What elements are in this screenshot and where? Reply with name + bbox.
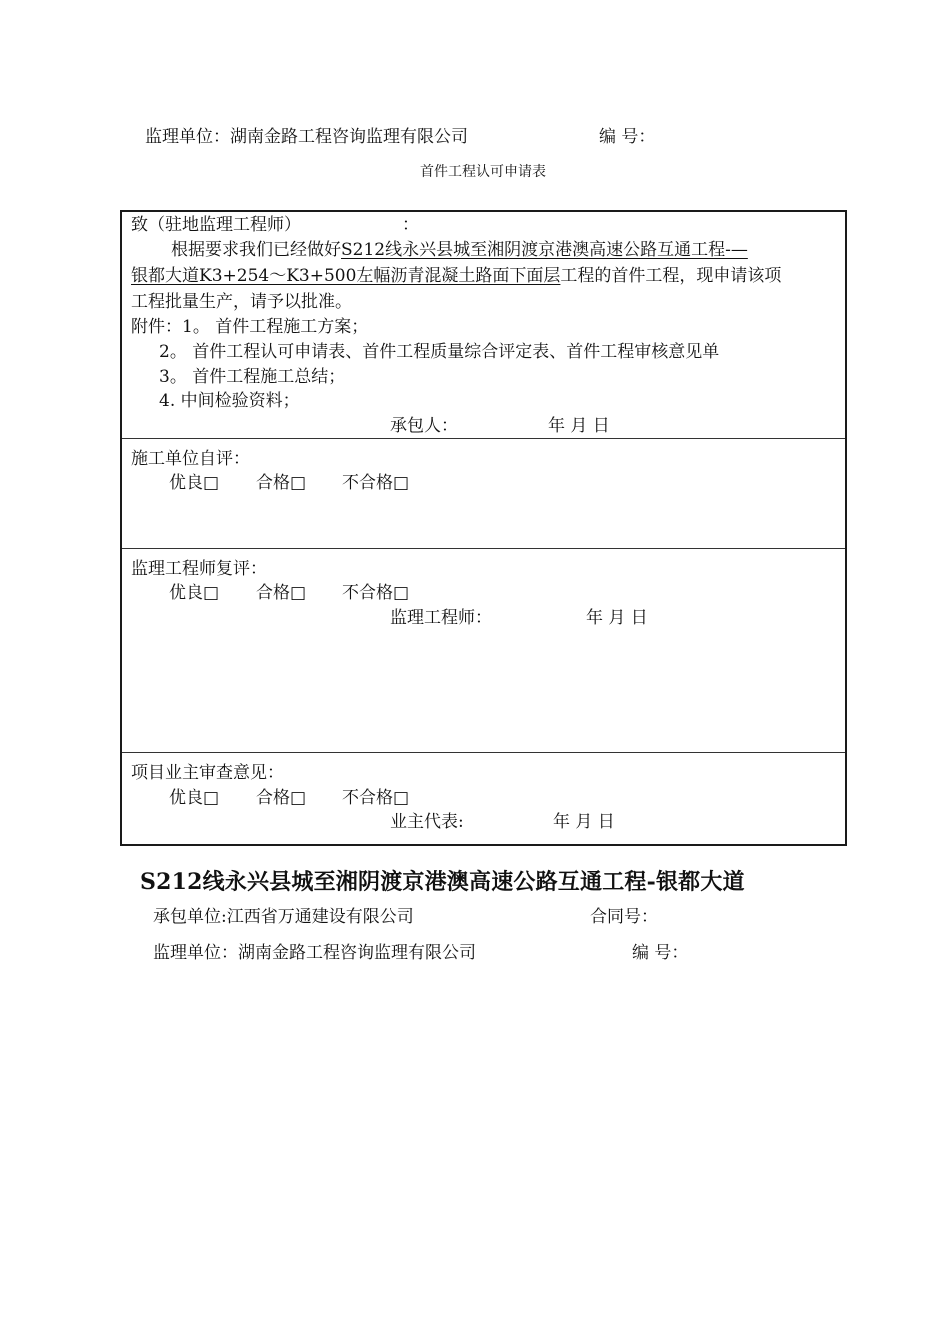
- contractor-unit-label: 承包单位:江西省万通建设有限公司: [153, 907, 414, 927]
- project-name-part2: 银都大道K3+254～K3+500左幅沥青混凝土路面下面层: [131, 266, 561, 286]
- supervisor-excellent-checkbox[interactable]: 优良□: [169, 583, 220, 603]
- owner-review-section: [122, 753, 845, 844]
- contractor-date: 年 月 日: [548, 416, 610, 436]
- self-assessment-title: 施工单位自评：: [131, 449, 250, 469]
- supervisor-unit-header: 监理单位：湖南金路工程咨询监理有限公司: [145, 127, 468, 147]
- addressee-line: 致（驻地监理工程师）: [131, 215, 301, 235]
- supervisor-unit-footer: 监理单位：湖南金路工程咨询监理有限公司: [153, 943, 476, 963]
- self-unqualified-checkbox[interactable]: 不合格□: [342, 473, 410, 493]
- contract-number-label: 合同号：: [590, 907, 658, 927]
- request-section: [122, 212, 845, 439]
- request-body-line2: [131, 264, 781, 288]
- attachment-item-3: 3。 首件工程施工总结；: [159, 367, 346, 387]
- request-body-line3: 工程批量生产，请予以批准。: [131, 292, 352, 312]
- supervisor-qualified-checkbox[interactable]: 合格□: [256, 583, 307, 603]
- application-form-table: [120, 210, 847, 846]
- serial-number-label: 编 号：: [599, 127, 656, 147]
- project-title: S212线永兴县城至湘阴渡京港澳高速公路互通工程-银都大道: [140, 869, 745, 895]
- attachment-item-4: 4. 中间检验资料；: [159, 391, 300, 411]
- serial-number-footer: 编 号：: [632, 943, 689, 963]
- addressee-colon: ：: [402, 215, 419, 235]
- supervisor-engineer-label: 监理工程师：: [390, 608, 492, 628]
- self-qualified-checkbox[interactable]: 合格□: [256, 473, 307, 493]
- owner-date: 年 月 日: [553, 812, 615, 832]
- supervisor-review-section: [122, 549, 845, 753]
- form-title: 首件工程认可申请表: [420, 164, 546, 180]
- owner-excellent-checkbox[interactable]: 优良□: [169, 788, 220, 808]
- attachment-item-2: 2。 首件工程认可申请表、首件工程质量综合评定表、首件工程审核意见单: [159, 342, 720, 362]
- self-assessment-section: [122, 439, 845, 549]
- owner-unqualified-checkbox[interactable]: 不合格□: [342, 788, 410, 808]
- owner-representative-label: 业主代表:: [390, 812, 464, 832]
- project-name-part1: S212线永兴县城至湘阴渡京港澳高速公路互通工程-—: [341, 240, 748, 260]
- contractor-signature-label: 承包人：: [390, 416, 458, 436]
- self-excellent-checkbox[interactable]: 优良□: [169, 473, 220, 493]
- supervisor-unqualified-checkbox[interactable]: 不合格□: [342, 583, 410, 603]
- attachment-item-1: 附件：1。 首件工程施工方案；: [131, 317, 369, 337]
- request-body-line1: [171, 238, 748, 262]
- supervisor-date: 年 月 日: [586, 608, 648, 628]
- request-body-prefix: 根据要求我们已经做好: [171, 240, 341, 260]
- owner-qualified-checkbox[interactable]: 合格□: [256, 788, 307, 808]
- request-body-suffix: 工程的首件工程，现申请该项: [560, 266, 782, 286]
- owner-review-title: 项目业主审查意见：: [131, 763, 284, 783]
- supervisor-review-title: 监理工程师复评：: [131, 559, 267, 579]
